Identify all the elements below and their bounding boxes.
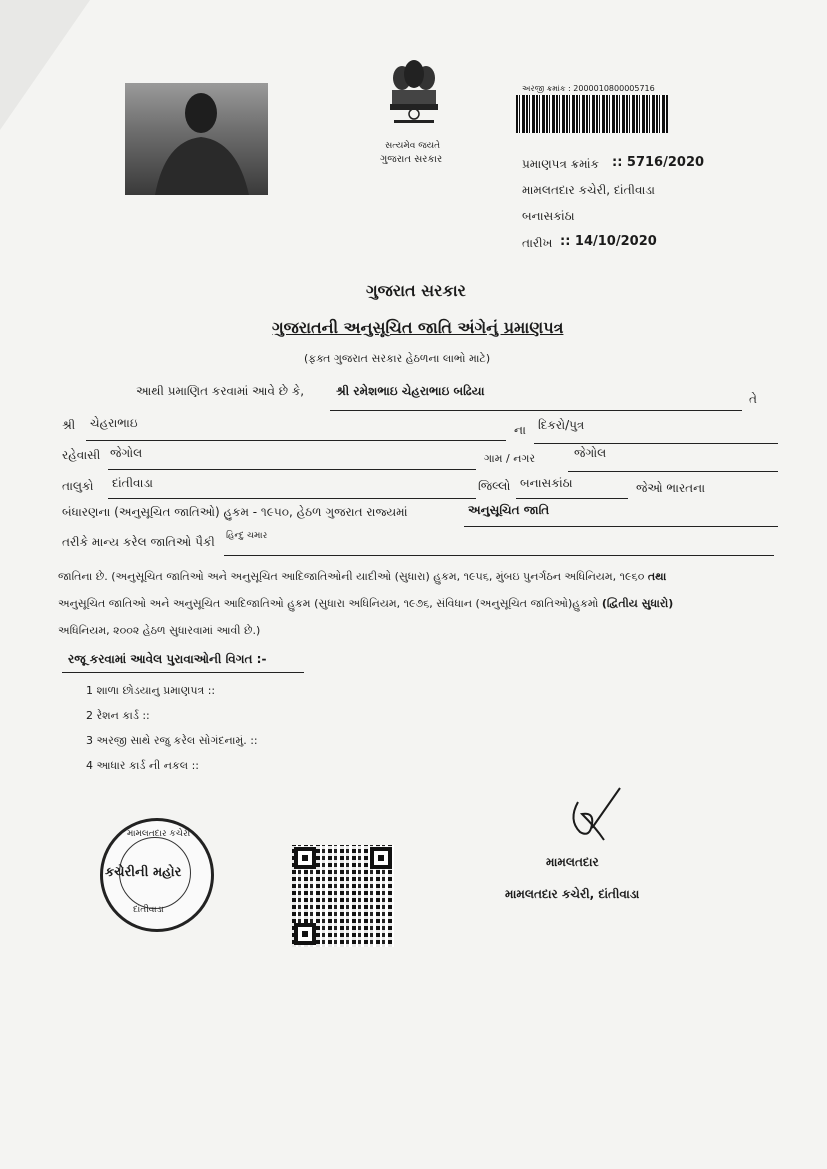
paragraph-line-3: અધિનિયમ, ૨૦૦૨ હેઠળ સુધારવામાં આવી છે.) [58,624,261,637]
evidence-item: 2 રેશન કાર્ડ :: [86,709,150,722]
office-seal [100,818,214,932]
shri-label: શ્રી [62,418,76,432]
name-underline [330,410,742,411]
father-name: ચેહરાભાઇ [90,416,138,430]
seal-top-text: મામલતદાર કચેરી [127,829,191,839]
date-value: :: 14/10/2020 [560,234,657,249]
district-underline [516,498,628,499]
paragraph-line-1: જાતિના છે. (અનુસૂચિત જાતિઓ અને અનુસૂચિત આદિજાતિઓની યાદીઓ (સુધારા) હુકમ, ૧૯૫૬, મુંબઇ પુનર્ગઠન અધિનિયમ, ૧૯૬૦ તથા [58,570,667,583]
seal-bottom-text: દાંતીવાડા [133,905,164,915]
emblem-motto: સત્યમેવ જયતે [385,141,441,151]
certificate-title: ગુજરાતની અનુસૂચિત જાતિ અંગેનું પ્રમાણપત્ર [272,318,564,337]
seal-center-text: કચેરીની મહોર [105,865,182,880]
jeo-text: જેઓ ભારતના [636,481,706,495]
village-underline [568,471,778,472]
relation-value: દિકરો/પુત્ર [538,418,585,432]
resident-value: જેગોલ [110,446,143,460]
caste-value: હિન્દુ ચમાર [226,531,268,541]
caste-underline [224,555,774,556]
taluka-label: તાલુકો [62,479,94,493]
category-value: અનુસૂચિત જાતિ [468,503,550,517]
constitution-text: બંધારણના (અનુસૂચિત જાતિઓ) હુકમ - ૧૯૫૦, હેઠળ ગુજરાત રાજ્યમાં [62,505,408,519]
te-text: તે [749,392,757,406]
relation-underline [534,443,778,444]
na-text: ના [514,423,526,437]
recognized-text: તરીકે માન્ય કરેલ જાતિઓ પૈકી [62,535,215,549]
evidence-heading-underline [62,672,304,673]
intro-text: આથી પ્રમાણિત કરવામાં આવે છે કે, [136,384,305,398]
application-number: અરજી ક્રમાંક : 2000010800005716 [522,84,655,93]
signatory-office: મામલતદાર કચેરી, દાંતીવાડા [505,887,640,901]
date-label: તારીખ [522,236,553,250]
signature-mark-icon [562,784,622,844]
category-underline [464,526,778,527]
qr-finder [294,923,316,945]
applicant-photo [125,83,268,195]
district-value: બનાસકાંઠા [520,476,573,490]
father-underline [86,440,506,441]
evidence-item: 4 આધાર કાર્ડ ની નકલ :: [86,759,199,772]
taluka-underline [108,498,476,499]
person-silhouette-icon [125,83,268,195]
evidence-heading: રજૂ કરવામાં આવેલ પુરાવાઓની વિગત :- [68,652,267,666]
evidence-item: 1 શાળા છોડયાનુ પ્રમાણપત્ર :: [86,684,216,697]
issuing-office: મામલતદાર કચેરી, દાંતીવાડા [522,183,655,197]
evidence-item: 3 અરજી સાથે રજુ કરેલ સોગંદનામું. :: [86,734,258,747]
paragraph-line-2: અનુસૂચિત જાતિઓ અને અનુસૂચિત આદિજાતિઓ હુકમ (સુધારા અધિનિયમ, ૧૯૭૬, સંવિધાન (અનુસૂચિત જાતિઓ)હુકમો (દ્વિતીય સુધારો) [58,597,674,610]
certificate-number-label: પ્રમાણપત્ર ક્રમાંક [522,157,600,171]
government-heading: ગુજરાત સરકાર [366,281,466,300]
resident-label: રહેવાસી [62,448,101,462]
qr-finder [294,847,316,869]
qr-finder [370,847,392,869]
barcode [516,95,668,133]
issuing-district: બનાસકાંઠા [522,209,575,223]
resident-underline [108,469,476,470]
district-label: જિલ્લો [478,479,511,493]
page-fold [0,0,90,130]
qr-code [292,845,394,947]
taluka-value: દાંતીવાડા [112,476,153,490]
village-label: ગામ / નગર [484,452,536,465]
village-value: જેગોલ [574,446,607,460]
signatory-designation: મામલતદાર [546,855,599,869]
certificate-subtitle: (ફક્ત ગુજરાત સરકાર હેઠળના લાભો માટે) [304,352,491,365]
applicant-name: શ્રી રમેશભાઇ ચેહરાભાઇ બઢિયા [336,384,485,398]
emblem-caption: ગુજરાત સરકાર [380,154,443,165]
state-emblem-icon [380,58,448,144]
certificate-number-value: :: 5716/2020 [612,155,705,170]
